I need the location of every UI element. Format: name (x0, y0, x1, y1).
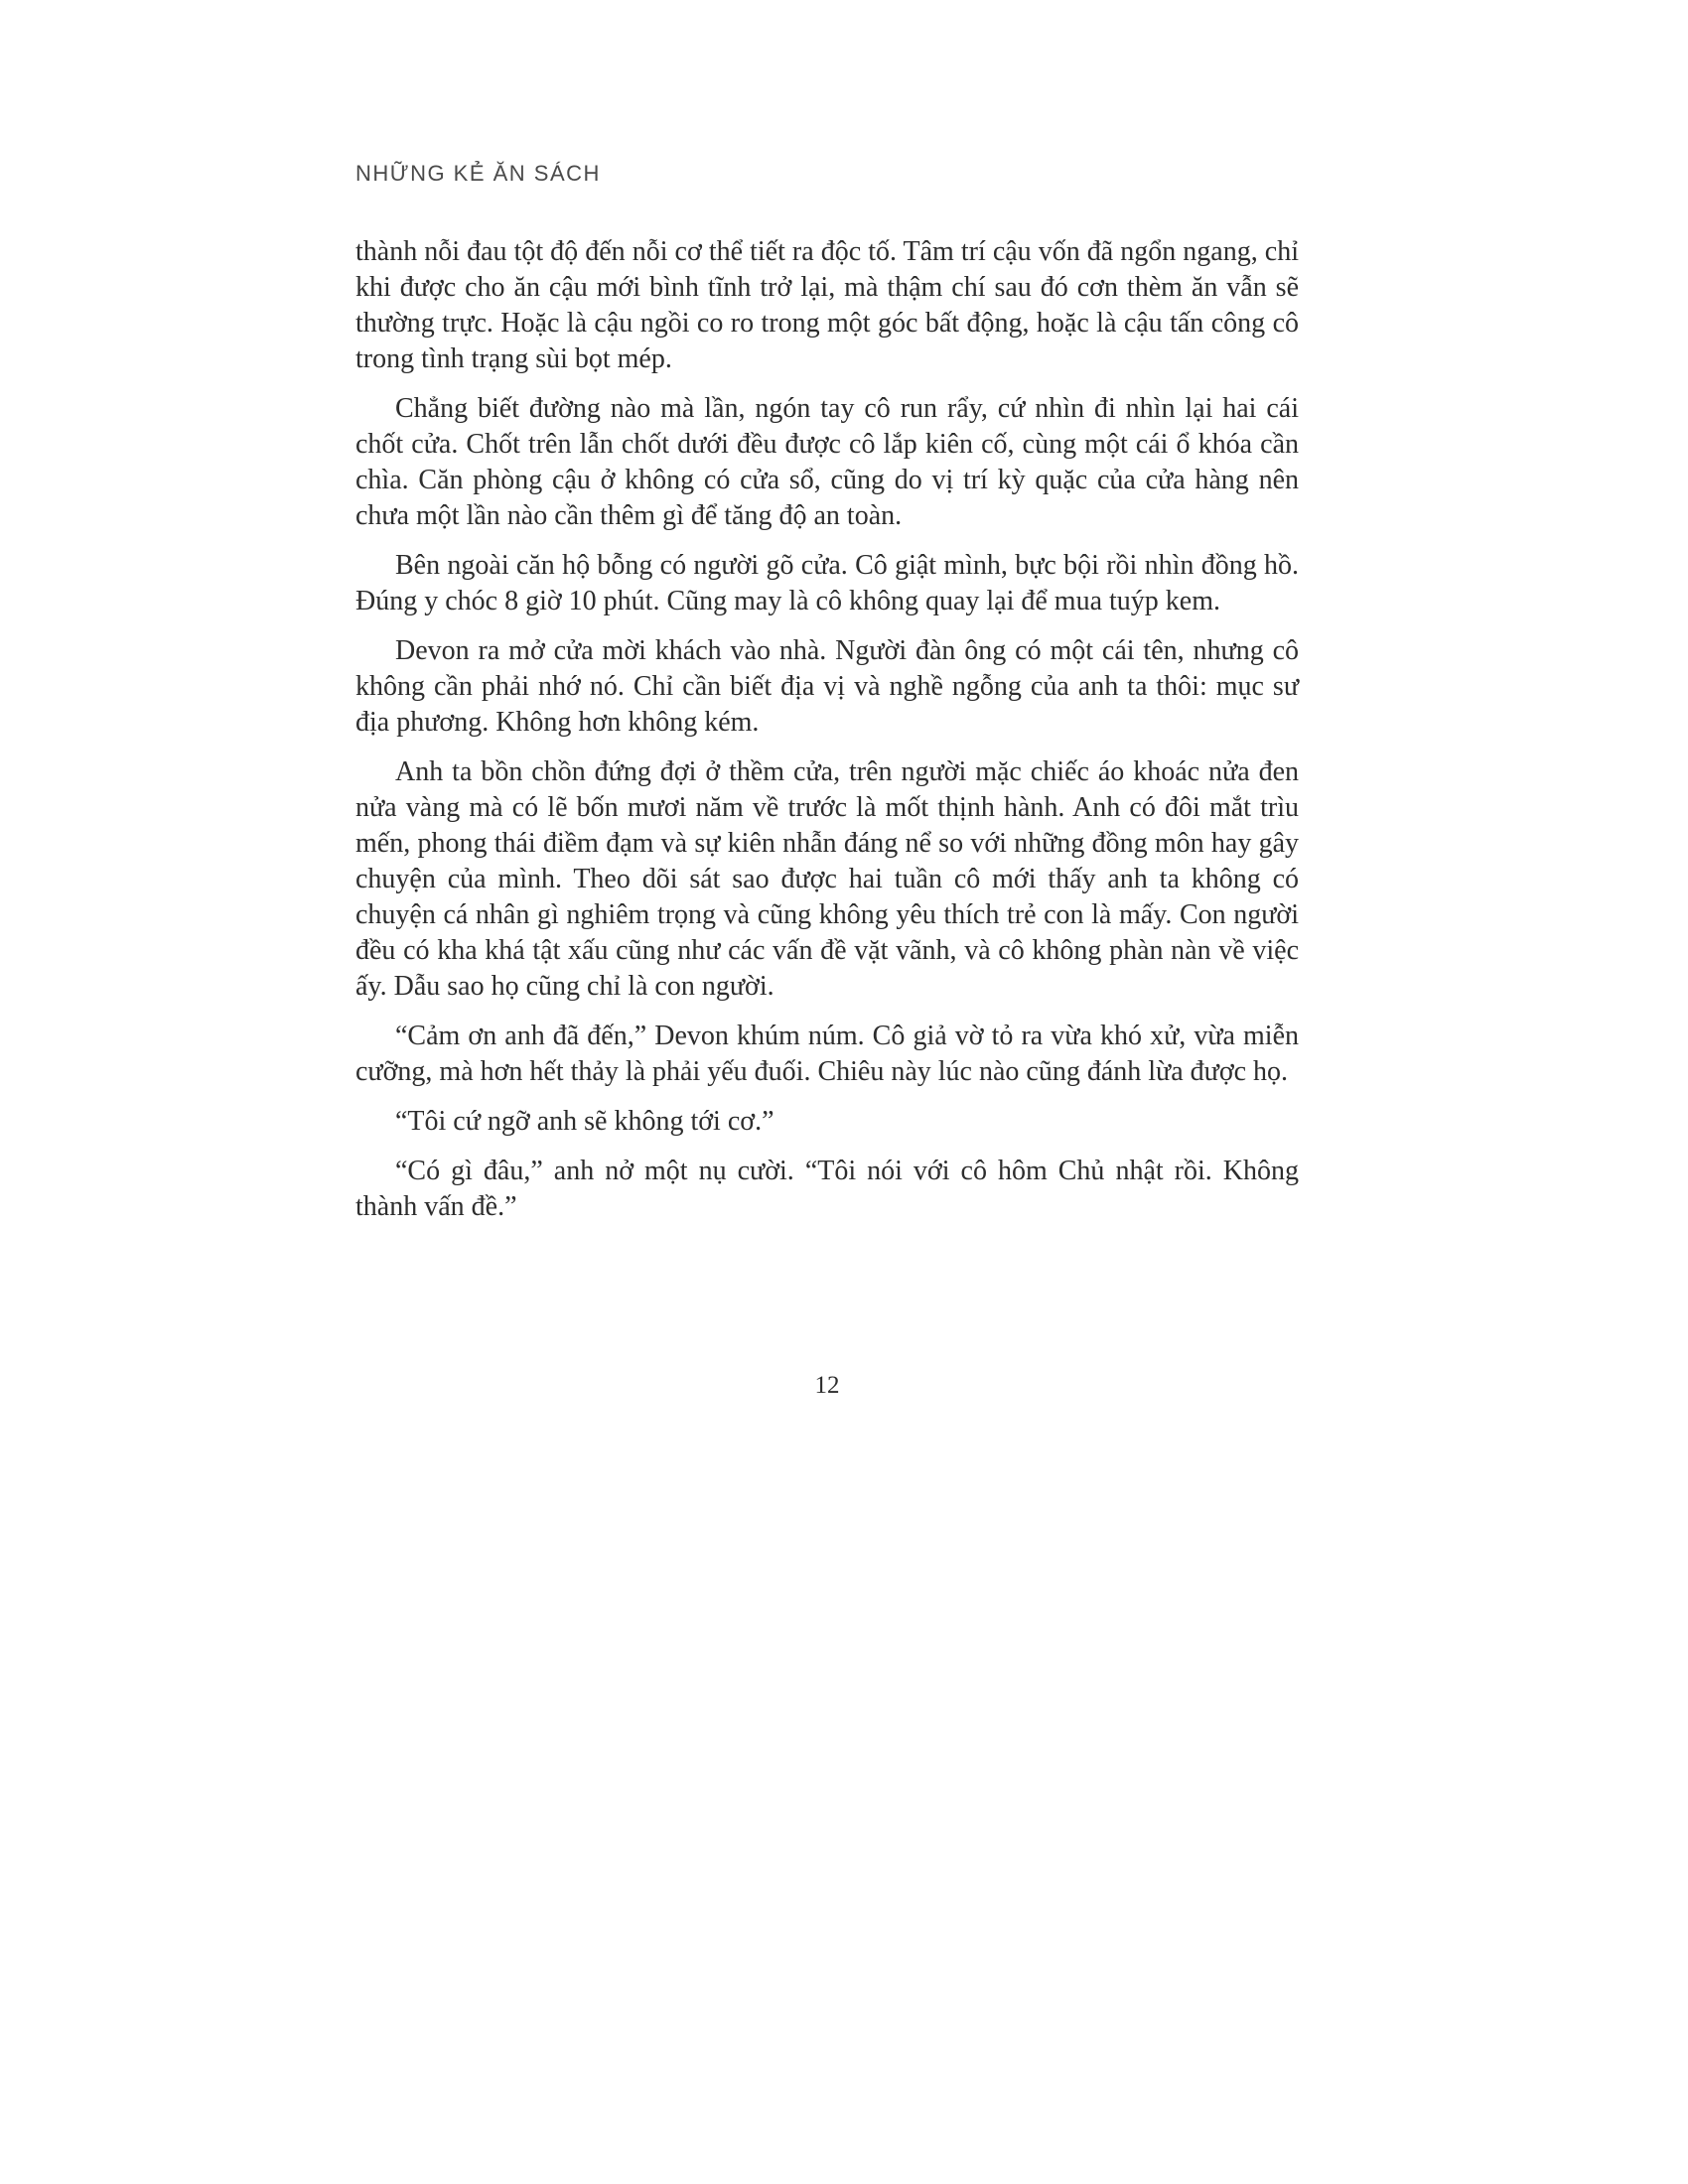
paragraph: “Tôi cứ ngỡ anh sẽ không tới cơ.” (395, 1106, 774, 1137)
paragraph: thành nỗi đau tột độ đến nỗi cơ thể tiết ra độc tố. Tâm trí cậu vốn đã ngổn ngang, chỉ khi được cho ăn cậu mới bình tĩnh trở lại, mà thậm chí sau đó cơn thèm ăn vẫn sẽ thường trực. Hoặc là cậu ngồi co ro trong một góc bất động, hoặc là cậu tấn công cô trong tình trạng sùi bọt mép. (355, 236, 1299, 374)
paragraph: “Có gì đâu,” anh nở một nụ cười. “Tôi nói với cô hôm Chủ nhật rồi. Không thành vấn đề.” (355, 1156, 1299, 1222)
running-head: NHỮNG KẺ ĂN SÁCH (355, 161, 601, 186)
body-text (355, 234, 1299, 1225)
text-block (355, 161, 1299, 1239)
page-number: 12 (814, 1372, 840, 1399)
paragraph: Devon ra mở cửa mời khách vào nhà. Người đàn ông có một cái tên, nhưng cô không cần phải nhớ nó. Chỉ cần biết địa vị và nghề ngỗng của anh ta thôi: mục sư địa phương. Không hơn không kém. (355, 635, 1299, 738)
paragraph: Anh ta bồn chồn đứng đợi ở thềm cửa, trên người mặc chiếc áo khoác nửa đen nửa vàng mà có lẽ bốn mươi năm về trước là mốt thịnh hành. Anh có đôi mắt trìu mến, phong thái điềm đạm và sự kiên nhẫn đáng nể so với những đồng môn hay gây chuyện của mình. Theo dõi sát sao được hai tuần cô mới thấy anh ta không có chuyện cá nhân gì nghiêm trọng và cũng không yêu thích trẻ con là mấy. Con người đều có kha khá tật xấu cũng như các vấn đề vặt vãnh, và cô không phàn nàn về việc ấy. Dẫu sao họ cũng chỉ là con người. (355, 756, 1299, 1002)
paragraph: Chẳng biết đường nào mà lần, ngón tay cô run rẩy, cứ nhìn đi nhìn lại hai cái chốt cửa. Chốt trên lẫn chốt dưới đều được cô lắp kiên cố, cùng một cái ổ khóa cần chìa. Căn phòng cậu ở không có cửa sổ, cũng do vị trí kỳ quặc của cửa hàng nên chưa một lần nào cần thêm gì để tăng độ an toàn. (355, 393, 1299, 531)
paragraph: Bên ngoài căn hộ bỗng có người gõ cửa. Cô giật mình, bực bội rồi nhìn đồng hồ. Đúng y chóc 8 giờ 10 phút. Cũng may là cô không quay lại để mua tuýp kem. (355, 550, 1299, 616)
paragraph: “Cảm ơn anh đã đến,” Devon khúm núm. Cô giả vờ tỏ ra vừa khó xử, vừa miễn cưỡng, mà hơn hết thảy là phải yếu đuối. Chiêu này lúc nào cũng đánh lừa được họ. (355, 1021, 1299, 1087)
